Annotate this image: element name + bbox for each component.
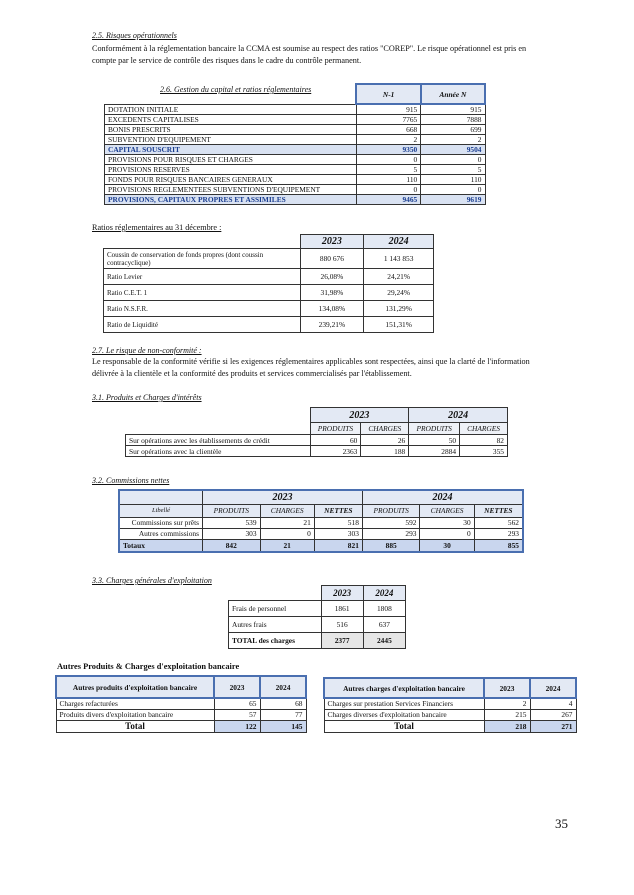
commissions-total-row [119,539,523,552]
charges-header-2024: 2024 [363,586,405,601]
page-number: 35 [555,816,568,831]
capital-row [105,165,486,175]
interets-row [126,435,508,446]
ratio-label: Ratio de Liquidité [104,317,301,333]
ratios-header-2024: 2024 [364,235,434,249]
capital-row-annee-n: 7888 [421,115,485,125]
ratio-value-2023: 239,21% [300,317,364,333]
commissions-row-value: 0 [260,528,314,539]
autres-produits-total-2024: 145 [260,720,306,732]
autres-produits-row [56,698,306,709]
interets-row-value: 60 [310,435,361,446]
charges-row-2023: 516 [321,617,363,633]
capital-row-n1: 0 [356,155,420,165]
ratio-value-2024: 151,31% [364,317,434,333]
charges-row-2023: 1861 [321,601,363,617]
autres-charges-row-label: Charges diverses d'exploitation bancaire [324,709,484,720]
ratio-value-2024: 131,29% [364,301,434,317]
charges-generales-table [228,585,406,649]
commissions-row-value: 303 [314,528,362,539]
autres-produits-row-2024: 77 [260,709,306,720]
charges-row [229,601,406,617]
section-title-interets: 3.1. Produits et Charges d'intérêts [92,393,202,402]
commissions-row [119,528,523,539]
capital-row-label: PROVISIONS POUR RISQUES ET CHARGES [105,155,357,165]
autres-produits-row-2023: 65 [214,698,260,709]
commissions-total-value: 30 [420,539,474,552]
capital-row [105,175,486,185]
ratio-value-2023: 880 676 [300,249,364,269]
capital-row [105,145,486,155]
autres-title: Autres Produits & Charges d'exploitation bancaire [57,662,240,671]
interets-row-value: 355 [460,446,508,457]
interets-subheader: CHARGES [460,423,508,435]
interets-row [126,446,508,457]
charges-row-2024: 1808 [363,601,405,617]
ratios-title: Ratios réglementaires au 31 décembre : [92,223,222,232]
capital-row-annee-n: 699 [421,125,485,135]
capital-row-annee-n: 5 [421,165,485,175]
autres-charges-row [324,698,576,709]
capital-row-label: DOTATION INITIALE [105,104,357,115]
interets-row-label: Sur opérations avec la clientèle [126,446,311,457]
charges-total-label: TOTAL des charges [229,633,322,649]
commissions-row-value: 21 [260,517,314,528]
commissions-total-value: 842 [203,539,261,552]
commissions-row [119,517,523,528]
ratio-label: Ratio N.S.F.R. [104,301,301,317]
capital-table [104,83,486,205]
interets-row-value: 188 [361,446,409,457]
autres-produits-header-2023: 2023 [214,676,260,698]
section-title-non-conformite: 2.7. Le risque de non-conformité : [92,346,202,355]
charges-row-label: Frais de personnel [229,601,322,617]
interets-row-value: 82 [460,435,508,446]
interets-row-value: 2884 [409,446,460,457]
commissions-subheader: NETTES [474,504,523,517]
autres-charges-total-label: Total [324,720,484,732]
section-title-gestion-capital: 2.6. Gestion du capital et ratios réglementaires [160,85,312,94]
capital-row-n1: 668 [356,125,420,135]
capital-header-annee-n: Année N [421,84,485,104]
capital-row-annee-n: 915 [421,104,485,115]
capital-row-n1: 9350 [356,145,420,155]
interets-subheader: CHARGES [361,423,409,435]
ratio-value-2023: 31,98% [300,285,364,301]
charges-row-label: Autres frais [229,617,322,633]
interets-subheader: PRODUITS [409,423,460,435]
autres-produits-header-2024: 2024 [260,676,306,698]
capital-row-label: EXCEDENTS CAPITALISES [105,115,357,125]
ratio-label: Coussin de conservation de fonds propres (dont coussin contracyclique) [104,249,301,269]
autres-charges-table [323,677,577,733]
autres-charges-header: Autres charges d'exploitation bancaire [324,678,484,698]
capital-row-annee-n: 0 [421,155,485,165]
autres-charges-row [324,709,576,720]
commissions-total-label: Totaux [119,539,203,552]
commissions-table [118,489,524,553]
capital-row [105,115,486,125]
ratio-row [104,285,434,301]
charges-total-row [229,633,406,649]
capital-row [105,135,486,145]
charges-row-2024: 637 [363,617,405,633]
capital-row [105,185,486,195]
capital-row-n1: 9465 [356,195,420,205]
capital-row-n1: 110 [356,175,420,185]
commissions-total-value: 821 [314,539,362,552]
commissions-row-label: Autres commissions [119,528,203,539]
interets-row-value: 26 [361,435,409,446]
commissions-subheader: CHARGES [260,504,314,517]
autres-charges-header-2023: 2023 [484,678,530,698]
ratio-row [104,269,434,285]
interets-table [125,407,508,457]
commissions-header-2023: 2023 [203,490,363,504]
capital-row-label: PROVISIONS REGLEMENTEES SUBVENTIONS D'EQUIPEMENT [105,185,357,195]
commissions-row-value: 592 [362,517,420,528]
interets-row-value: 50 [409,435,460,446]
ratio-row [104,301,434,317]
commissions-row-value: 0 [420,528,474,539]
commissions-total-value: 21 [260,539,314,552]
commissions-row-value: 518 [314,517,362,528]
ratio-value-2024: 24,21% [364,269,434,285]
interets-row-value: 2363 [310,446,361,457]
autres-charges-header-2024: 2024 [530,678,576,698]
ratio-value-2023: 134,08% [300,301,364,317]
autres-produits-row-label: Charges refacturées [56,698,214,709]
autres-charges-total-2023: 218 [484,720,530,732]
autres-charges-row-2023: 2 [484,698,530,709]
capital-row [105,125,486,135]
ratio-value-2024: 1 143 853 [364,249,434,269]
commissions-libelle-header: Libellé [119,504,203,517]
capital-row-n1: 7765 [356,115,420,125]
autres-charges-total-2024: 271 [530,720,576,732]
paragraph-non-conformite: Le responsable de la conformité vérifie si les exigences réglementaires applicables sont respectées, ainsi que la clarté de l'information délivrée à la clientèle et la conformité des produits et services commercialisés par l'établissement. [92,357,530,378]
ratios-header-2023: 2023 [300,235,364,249]
section-title-charges-generales: 3.3. Charges générales d'exploitation [92,576,212,585]
commissions-row-label: Commissions sur prêts [119,517,203,528]
ratio-label: Ratio Levier [104,269,301,285]
capital-row-label: SUBVENTION D'EQUIPEMENT [105,135,357,145]
paragraph-risques-operationnels: Conformément à la réglementation bancaire la CCMA est soumise au respect des ratios "COREP". Le risque opérationnel est pris en compte par le service de contrôle des risques dans le cadre du contrôle permanent. [92,44,527,65]
interets-row-label: Sur opérations avec les établissements de crédit [126,435,311,446]
commissions-total-value: 885 [362,539,420,552]
capital-row-label: CAPITAL SOUSCRIT [105,145,357,155]
capital-header-n1: N-1 [356,84,420,104]
capital-row-annee-n: 2 [421,135,485,145]
capital-row-label: FONDS POUR RISQUES BANCAIRES GENERAUX [105,175,357,185]
section-title-commissions: 3.2. Commissions nettes [92,476,170,485]
capital-row-annee-n: 9504 [421,145,485,155]
charges-total-2024: 2445 [363,633,405,649]
capital-row-annee-n: 110 [421,175,485,185]
capital-row-label: PROVISIONS RESERVES [105,165,357,175]
autres-charges-row-2024: 4 [530,698,576,709]
capital-row-annee-n: 0 [421,185,485,195]
charges-total-2023: 2377 [321,633,363,649]
autres-produits-header: Autres produits d'exploitation bancaire [56,676,214,698]
commissions-row-value: 293 [474,528,523,539]
commissions-subheader: PRODUITS [203,504,261,517]
commissions-row-value: 539 [203,517,261,528]
commissions-subheader: PRODUITS [362,504,420,517]
autres-produits-row-label: Produits divers d'exploitation bancaire [56,709,214,720]
ratio-label: Ratio C.E.T. 1 [104,285,301,301]
capital-row-n1: 5 [356,165,420,175]
interets-header-2023: 2023 [310,408,409,423]
autres-produits-table [55,675,307,733]
ratio-row [104,249,434,269]
autres-produits-row-2023: 57 [214,709,260,720]
capital-row-annee-n: 9619 [421,195,485,205]
autres-charges-total-row [324,720,576,732]
autres-produits-total-label: Total [56,720,214,732]
autres-charges-row-2023: 215 [484,709,530,720]
commissions-header-2024: 2024 [362,490,523,504]
interets-header-2024: 2024 [409,408,508,423]
charges-header-2023: 2023 [321,586,363,601]
section-title-risques-operationnels: 2.5. Risques opérationnels [92,31,177,40]
capital-row [105,155,486,165]
capital-row-n1: 0 [356,185,420,195]
ratios-table [103,234,434,333]
commissions-row-value: 303 [203,528,261,539]
ratio-value-2023: 26,08% [300,269,364,285]
capital-row-label: BONIS PRESCRITS [105,125,357,135]
commissions-row-value: 562 [474,517,523,528]
capital-row [105,104,486,115]
capital-row-n1: 915 [356,104,420,115]
capital-row-label: PROVISIONS, CAPITAUX PROPRES ET ASSIMILES [105,195,357,205]
commissions-subheader: CHARGES [420,504,474,517]
autres-produits-total-2023: 122 [214,720,260,732]
charges-row [229,617,406,633]
commissions-total-value: 855 [474,539,523,552]
autres-produits-row-2024: 68 [260,698,306,709]
autres-charges-row-label: Charges sur prestation Services Financiers [324,698,484,709]
ratio-value-2024: 29,24% [364,285,434,301]
interets-subheader: PRODUITS [310,423,361,435]
commissions-subheader: NETTES [314,504,362,517]
autres-produits-row [56,709,306,720]
autres-charges-row-2024: 267 [530,709,576,720]
capital-row-n1: 2 [356,135,420,145]
commissions-row-value: 30 [420,517,474,528]
commissions-row-value: 293 [362,528,420,539]
ratio-row [104,317,434,333]
autres-produits-total-row [56,720,306,732]
capital-row [105,195,486,205]
